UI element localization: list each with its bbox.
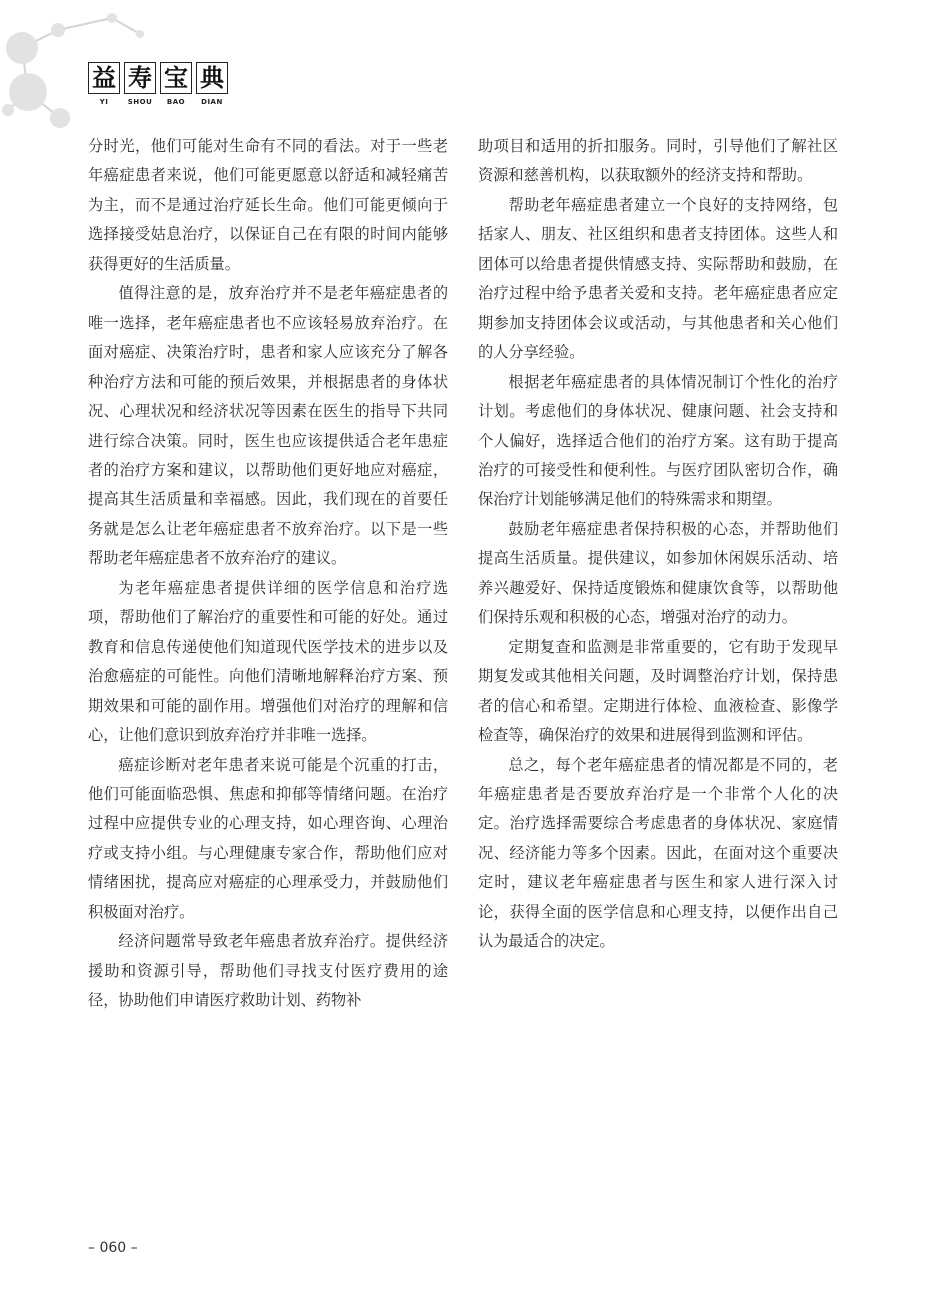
paragraph: 助项目和适用的折扣服务。同时，引导他们了解社区资源和慈善机构，以获取额外的经济支持和帮助。	[478, 137, 838, 185]
paragraph: 根据老年癌症患者的具体情况制订个性化的治疗计划。考虑他们的身体状况、健康问题、社会支持和个人偏好，选择适合他们的治疗方案。这有助于提高治疗的可接受性和便利性。与医疗团队密切合作，确保治疗计划能够满足他们的特殊需求和期望。	[478, 372, 838, 509]
paragraph: 鼓励老年癌症患者保持积极的心态，并帮助他们提高生活质量。提供建议，如参加休闲娱乐活动、培养兴趣爱好、保持适度锻炼和健康饮食等，以帮助他们保持乐观和积极的心态，增强对治疗的动力。	[478, 519, 838, 627]
page-number: – 060 –	[88, 1240, 138, 1256]
paragraph: 为老年癌症患者提供详细的医学信息和治疗选项，帮助他们了解治疗的重要性和可能的好处。通过教育和信息传递使他们知道现代医学技术的进步以及治愈癌症的可能性。向他们清晰地解释治疗方案、预期效果和可能的副作用。增强他们对治疗的理解和信心，让他们意识到放弃治疗并非唯一选择。	[88, 578, 448, 745]
left-column	[88, 132, 448, 1016]
paragraph: 总之，每个老年癌症患者的情况都是不同的，老年癌症患者是否要放弃治疗是一个非常个人化的决定。治疗选择需要综合考虑患者的身体状况、家庭情况、经济能力等多个因素。因此，在面对这个重要决定时，建议老年癌症患者与医生和家人进行深入讨论，获得全面的医学信息和心理支持，以便作出自己认为最适合的决定。	[478, 755, 838, 951]
pinyin-label: YI	[99, 98, 109, 106]
pinyin-label: BAO	[166, 98, 186, 106]
paragraph: 定期复查和监测是非常重要的，它有助于发现早期复发或其他相关问题，及时调整治疗计划，保持患者的信心和希望。定期进行体检、血液检查、影像学检查等，确保治疗的效果和进展得到监测和评估。	[478, 637, 838, 745]
paragraph: 值得注意的是，放弃治疗并不是老年癌症患者的唯一选择，老年癌症患者也不应该轻易放弃治疗。在面对癌症、决策治疗时，患者和家人应该充分了解各种治疗方法和可能的预后效果，并根据患者的身体状况、心理状况和经济状况等因素在医生的指导下共同进行综合决策。同时，医生也应该提供适合老年患症者的治疗方案和建议，以帮助他们更好地应对癌症，提高其生活质量和幸福感。因此，我们现在的首要任务就是怎么让老年癌症患者不放弃治疗。以下是一些帮助老年癌症患者不放弃治疗的建议。	[88, 284, 448, 568]
magazine-title	[88, 62, 228, 94]
title-char: 益	[88, 62, 120, 94]
title-char: 典	[196, 62, 228, 94]
pinyin-label: DIAN	[201, 98, 223, 106]
paragraph: 癌症诊断对老年患者来说可能是个沉重的打击，他们可能面临恐惧、焦虑和抑郁等情绪问题。在治疗过程中应提供专业的心理支持，如心理咨询、心理治疗或支持小组。与心理健康专家合作，帮助他们应对情绪困扰，提高应对癌症的心理承受力，并鼓励他们积极面对治疗。	[88, 755, 448, 921]
magazine-header	[88, 62, 228, 106]
right-column	[478, 132, 838, 957]
paragraph: 分时光，他们可能对生命有不同的看法。对于一些老年癌症患者来说，他们可能更愿意以舒适和减轻痛苦为主，而不是通过治疗延长生命。他们可能更倾向于选择接受姑息治疗，以保证自己在有限的时间内能够获得更好的生活质量。	[88, 137, 448, 273]
title-char: 寿	[124, 62, 156, 94]
magazine-pinyin	[88, 98, 228, 106]
paragraph: 帮助老年癌症患者建立一个良好的支持网络，包括家人、朋友、社区组织和患者支持团体。这些人和团体可以给患者提供情感支持、实际帮助和鼓励，在治疗过程中给予患者关爱和支持。老年癌症患者应定期参加支持团体会议或活动，与其他患者和关心他们的人分享经验。	[478, 195, 838, 362]
paragraph: 经济问题常导致老年癌患者放弃治疗。提供经济援助和资源引导，帮助他们寻找支付医疗费用的途径，协助他们申请医疗救助计划、药物补	[88, 932, 448, 1010]
pinyin-label: SHOU	[127, 98, 153, 106]
title-char: 宝	[160, 62, 192, 94]
